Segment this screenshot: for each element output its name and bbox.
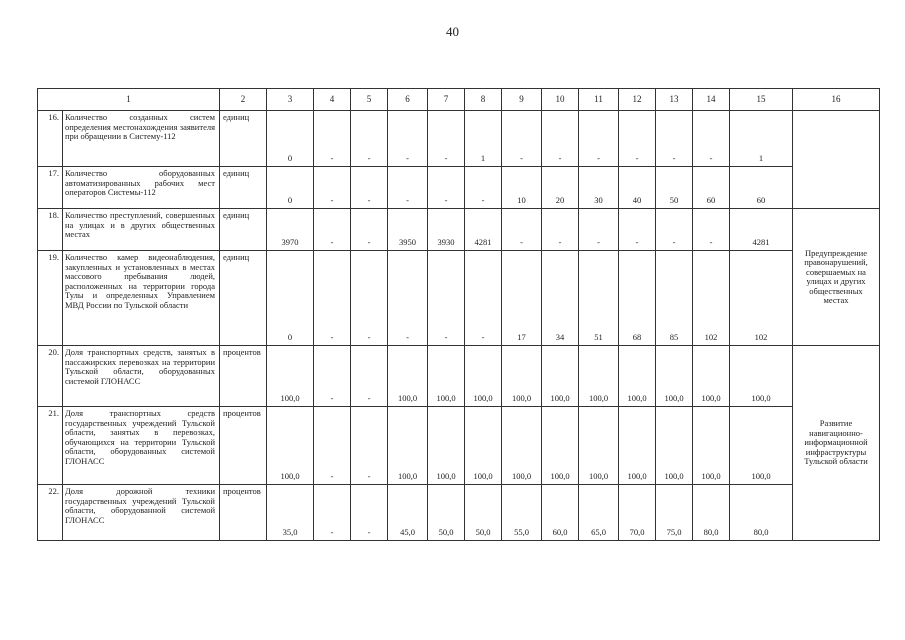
value-cell: 45,0: [388, 485, 428, 541]
value-cell: 100,0: [693, 346, 730, 407]
value-cell: 80,0: [730, 485, 793, 541]
value-cell: -: [388, 111, 428, 167]
value-cell: 35,0: [267, 485, 314, 541]
value-cell: 100,0: [542, 346, 579, 407]
value-cell: 60: [693, 167, 730, 209]
row-number: 21.: [38, 407, 63, 485]
value-cell: 100,0: [388, 346, 428, 407]
table-row: [38, 251, 880, 346]
indicator-name: Доля транспортных средств государственных учреждений Тульской области, занятых в перевозках, обучающихся на территории Тульской области, оборудованных системой ГЛОНАСС: [65, 408, 215, 466]
value-cell: 102: [730, 251, 793, 346]
table-row: [38, 111, 880, 167]
header-cell: 8: [465, 89, 502, 111]
value-cell: -: [428, 167, 465, 209]
value-cell: -: [693, 111, 730, 167]
value-cell: 100,0: [693, 407, 730, 485]
unit-cell: процентов: [220, 407, 267, 485]
unit-cell: единиц: [220, 251, 267, 346]
header-cell: 7: [428, 89, 465, 111]
value-cell: 100,0: [465, 346, 502, 407]
value-cell: 65,0: [579, 485, 619, 541]
value-cell: -: [351, 251, 388, 346]
value-cell: -: [542, 111, 579, 167]
header-cell: 12: [619, 89, 656, 111]
value-cell: 100,0: [542, 407, 579, 485]
value-cell: -: [314, 167, 351, 209]
header-cell: 16: [793, 89, 880, 111]
indicator-name-cell: [63, 209, 220, 251]
value-cell: -: [351, 209, 388, 251]
value-cell: 100,0: [579, 407, 619, 485]
unit-cell: единиц: [220, 167, 267, 209]
value-cell: 68: [619, 251, 656, 346]
note-empty: [793, 111, 880, 209]
value-cell: -: [428, 251, 465, 346]
indicator-name: Количество оборудованных автоматизированных рабочих мест операторов Системы-112: [65, 168, 215, 197]
value-cell: 40: [619, 167, 656, 209]
header-cell: 5: [351, 89, 388, 111]
value-cell: -: [693, 209, 730, 251]
value-cell: -: [428, 111, 465, 167]
value-cell: 3970: [267, 209, 314, 251]
value-cell: 60: [730, 167, 793, 209]
row-number: 22.: [38, 485, 63, 541]
row-number: 16.: [38, 111, 63, 167]
value-cell: -: [351, 485, 388, 541]
value-cell: -: [388, 251, 428, 346]
indicator-name: Доля транспортных средств, занятых в пассажирских перевозках на территории Тульской области, оборудованных системой ГЛОНАСС: [65, 347, 215, 386]
header-cell: 13: [656, 89, 693, 111]
value-cell: 1: [465, 111, 502, 167]
table-row: [38, 407, 880, 485]
value-cell: -: [314, 209, 351, 251]
note-crime-prevention: Предупреждение правонарушений, совершаемых на улицах и других общественных местах: [793, 209, 880, 346]
value-cell: 100,0: [388, 407, 428, 485]
value-cell: 100,0: [579, 346, 619, 407]
value-cell: -: [314, 251, 351, 346]
value-cell: -: [388, 167, 428, 209]
indicator-name-cell: [63, 167, 220, 209]
value-cell: 10: [502, 167, 542, 209]
header-cell: 4: [314, 89, 351, 111]
header-row: [38, 89, 880, 111]
value-cell: 3930: [428, 209, 465, 251]
value-cell: -: [351, 167, 388, 209]
value-cell: 0: [267, 111, 314, 167]
value-cell: -: [314, 346, 351, 407]
unit-cell: процентов: [220, 346, 267, 407]
table-row: [38, 167, 880, 209]
value-cell: 85: [656, 251, 693, 346]
value-cell: -: [314, 485, 351, 541]
value-cell: 55,0: [502, 485, 542, 541]
header-cell: 9: [502, 89, 542, 111]
value-cell: -: [542, 209, 579, 251]
value-cell: -: [314, 111, 351, 167]
value-cell: 100,0: [730, 346, 793, 407]
value-cell: 17: [502, 251, 542, 346]
value-cell: 0: [267, 251, 314, 346]
header-cell: 14: [693, 89, 730, 111]
value-cell: 100,0: [656, 407, 693, 485]
value-cell: -: [656, 111, 693, 167]
header-cell: 6: [388, 89, 428, 111]
value-cell: 100,0: [465, 407, 502, 485]
value-cell: -: [314, 407, 351, 485]
value-cell: 70,0: [619, 485, 656, 541]
value-cell: -: [656, 209, 693, 251]
value-cell: 20: [542, 167, 579, 209]
value-cell: 100,0: [619, 346, 656, 407]
value-cell: 3950: [388, 209, 428, 251]
value-cell: 0: [267, 167, 314, 209]
value-cell: 51: [579, 251, 619, 346]
table-row: [38, 485, 880, 541]
value-cell: -: [619, 209, 656, 251]
indicator-name-cell: [63, 251, 220, 346]
header-cell: 11: [579, 89, 619, 111]
header-cell: 1: [38, 89, 220, 111]
unit-cell: единиц: [220, 209, 267, 251]
value-cell: -: [465, 167, 502, 209]
value-cell: 100,0: [502, 346, 542, 407]
value-cell: 100,0: [267, 346, 314, 407]
value-cell: -: [579, 209, 619, 251]
row-number: 17.: [38, 167, 63, 209]
value-cell: 4281: [730, 209, 793, 251]
value-cell: 100,0: [428, 346, 465, 407]
indicator-name-cell: [63, 346, 220, 407]
value-cell: -: [465, 251, 502, 346]
indicator-name: Количество камер видеонаблюдения, закупленных и установленных в местах массового пребывания людей, расположенных на территории города Тулы и определенных Управлением МВД России по Тульской области: [65, 252, 215, 310]
indicator-name-cell: [63, 407, 220, 485]
value-cell: 50,0: [428, 485, 465, 541]
value-cell: -: [579, 111, 619, 167]
value-cell: 50: [656, 167, 693, 209]
indicator-name-cell: [63, 485, 220, 541]
unit-cell: процентов: [220, 485, 267, 541]
value-cell: 60,0: [542, 485, 579, 541]
value-cell: 102: [693, 251, 730, 346]
value-cell: 100,0: [428, 407, 465, 485]
value-cell: -: [619, 111, 656, 167]
table-row: [38, 346, 880, 407]
indicator-name-cell: [63, 111, 220, 167]
value-cell: 100,0: [502, 407, 542, 485]
indicator-name: Доля дорожной техники государственных учреждений Тульской области, оборудованной системой ГЛОНАСС: [65, 486, 215, 525]
value-cell: 1: [730, 111, 793, 167]
header-cell: 3: [267, 89, 314, 111]
header-cell: 2: [220, 89, 267, 111]
value-cell: 4281: [465, 209, 502, 251]
header-cell: 15: [730, 89, 793, 111]
value-cell: 80,0: [693, 485, 730, 541]
row-number: 20.: [38, 346, 63, 407]
value-cell: 34: [542, 251, 579, 346]
value-cell: 100,0: [656, 346, 693, 407]
value-cell: -: [502, 111, 542, 167]
value-cell: 100,0: [619, 407, 656, 485]
table-row: [38, 209, 880, 251]
value-cell: -: [351, 111, 388, 167]
indicators-table: [37, 88, 880, 541]
row-number: 19.: [38, 251, 63, 346]
value-cell: 100,0: [267, 407, 314, 485]
value-cell: 100,0: [730, 407, 793, 485]
value-cell: -: [351, 407, 388, 485]
header-cell: 10: [542, 89, 579, 111]
indicator-name: Количество преступлений, совершенных на улицах и в других общественных местах: [65, 210, 215, 239]
value-cell: 50,0: [465, 485, 502, 541]
value-cell: -: [351, 346, 388, 407]
row-number: 18.: [38, 209, 63, 251]
value-cell: 30: [579, 167, 619, 209]
page-number: 40: [446, 24, 459, 39]
value-cell: 75,0: [656, 485, 693, 541]
value-cell: -: [502, 209, 542, 251]
unit-cell: единиц: [220, 111, 267, 167]
indicator-name: Количество созданных систем определения местонахождения заявителя при обращении в Систему-112: [65, 112, 215, 141]
note-navigation: Развитие навигационно-информационной инфраструктуры Тульской области: [793, 346, 880, 541]
